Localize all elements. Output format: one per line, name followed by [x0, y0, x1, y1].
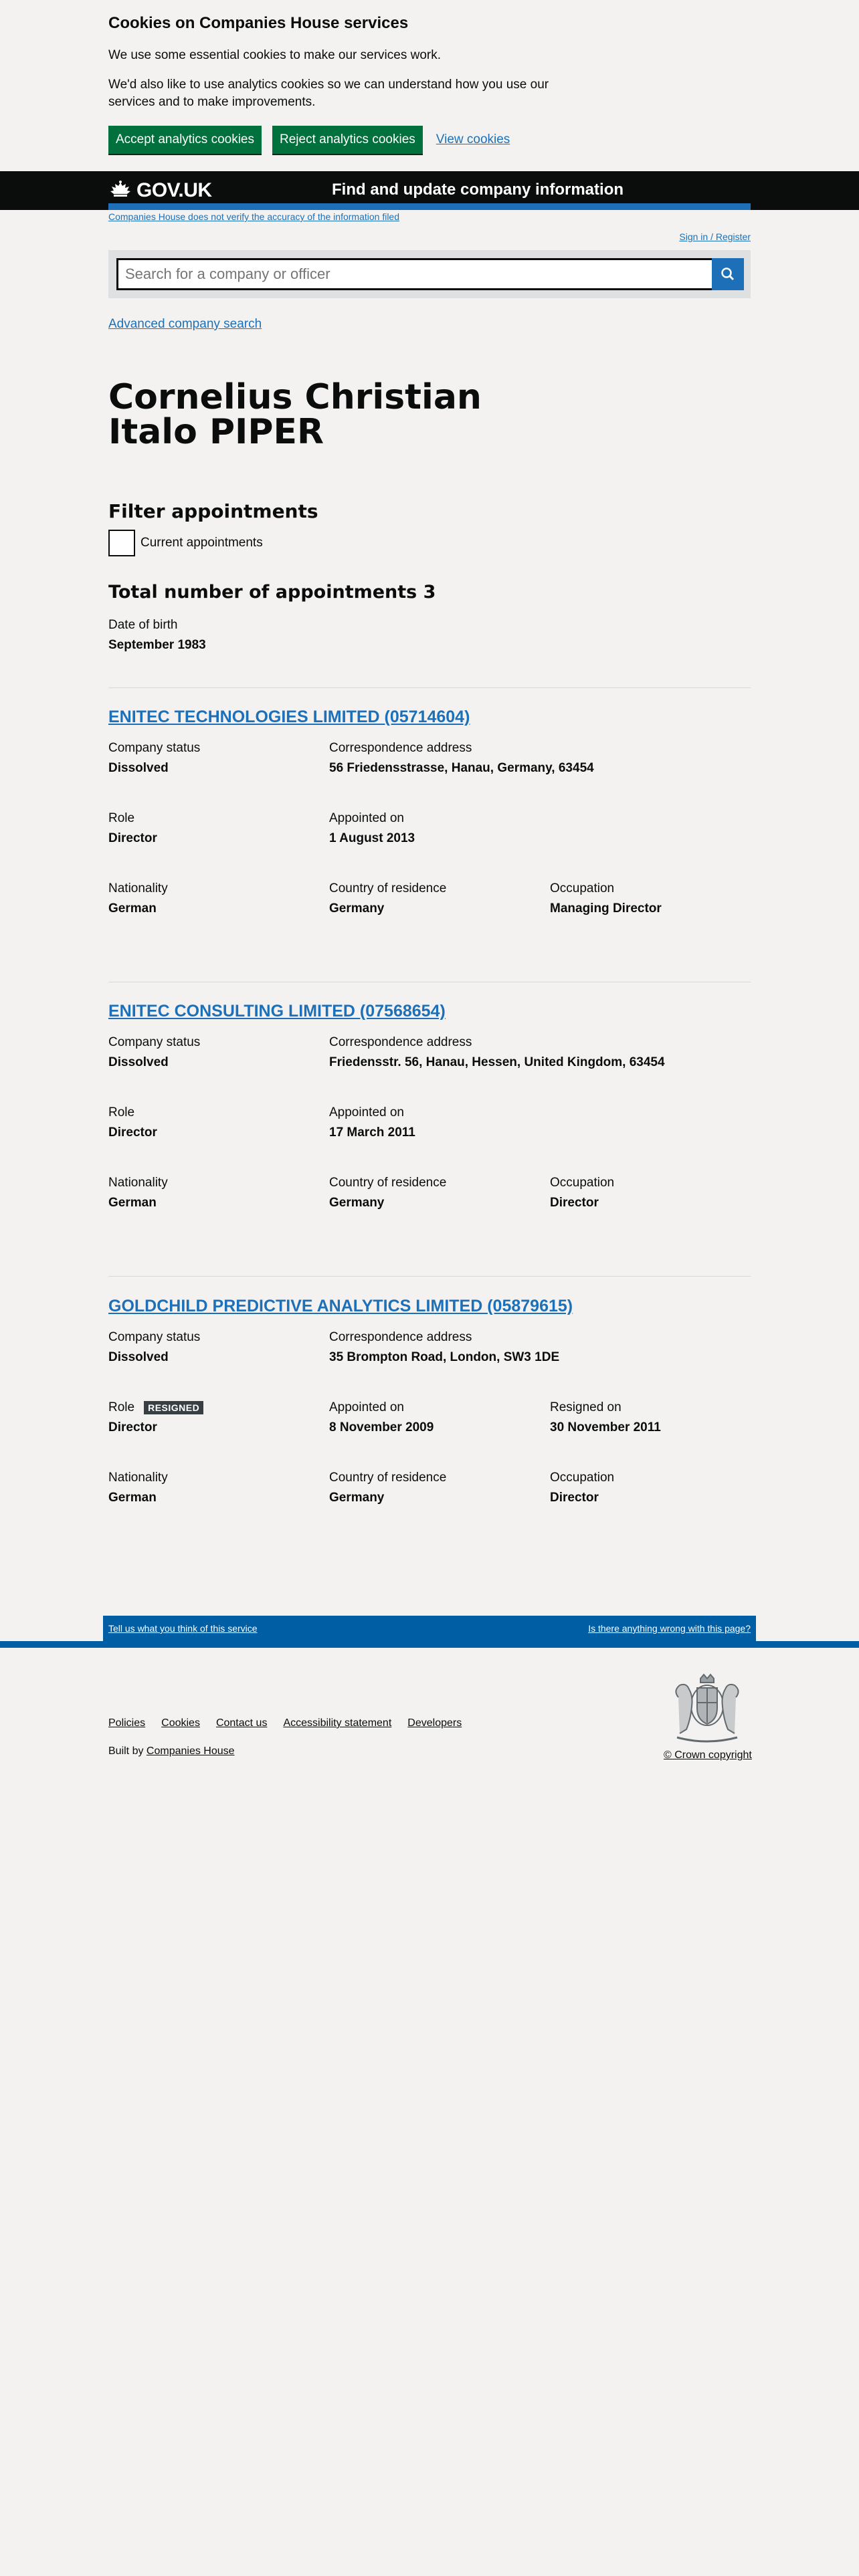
nationality [108, 1176, 168, 1210]
footer-link-accessibility[interactable]: Accessibility statement [283, 1717, 392, 1729]
role-value: Director [108, 1420, 157, 1434]
nationality-value: German [108, 1491, 157, 1505]
crown-copyright-link[interactable]: © Crown copyright [664, 1749, 752, 1761]
country-value: Germany [329, 1196, 385, 1210]
footer-link-cookies[interactable]: Cookies [161, 1717, 200, 1729]
service-name[interactable]: Find and update company information [332, 181, 624, 199]
company-status [108, 741, 200, 776]
occupation [550, 1176, 614, 1210]
country-label: Country of residence [329, 1176, 447, 1190]
appointed-on-label: Appointed on [329, 1400, 404, 1414]
role-label: Role [108, 1400, 135, 1414]
role-value: Director [108, 831, 157, 845]
current-appointments-checkbox[interactable] [108, 530, 135, 556]
resigned-on [550, 1400, 661, 1435]
total-appointments: Total number of appointments 3 [108, 582, 436, 603]
appointment-card [108, 1297, 751, 1517]
resigned-badge: RESIGNED [144, 1401, 203, 1414]
nationality-label: Nationality [108, 1176, 168, 1190]
dob-label: Date of birth [108, 618, 178, 632]
appointed-on [329, 1400, 434, 1435]
address-label: Correspondence address [329, 1330, 472, 1344]
advanced-search-link[interactable]: Advanced company search [108, 317, 262, 331]
company-status-value: Dissolved [108, 1350, 169, 1364]
appointment-card [108, 708, 751, 928]
built-by [108, 1745, 235, 1757]
nationality-value: German [108, 1196, 157, 1210]
occupation-value: Director [550, 1491, 599, 1505]
report-problem-link[interactable]: Is there anything wrong with this page? [588, 1623, 751, 1634]
role [108, 1400, 203, 1435]
dob-value: September 1983 [108, 638, 206, 652]
cookie-banner-title: Cookies on Companies House services [108, 14, 409, 32]
crown-copyright [664, 1749, 752, 1761]
built-by-text: Built by [108, 1745, 147, 1757]
occupation-label: Occupation [550, 1176, 615, 1190]
search-icon [721, 267, 735, 282]
nationality-value: German [108, 901, 157, 916]
role [108, 811, 157, 846]
view-cookies-link[interactable]: View cookies [436, 132, 510, 146]
company-status-label: Company status [108, 1330, 201, 1344]
role-label: Role [108, 1105, 135, 1119]
feedback-banner [103, 1616, 756, 1641]
filter-heading: Filter appointments [108, 500, 318, 522]
footer-link-contact[interactable]: Contact us [215, 1717, 268, 1729]
govuk-logo[interactable]: GOV.UK [136, 179, 212, 201]
company-status-label: Company status [108, 1035, 201, 1049]
company-status-value: Dissolved [108, 1055, 169, 1069]
company-status-label: Company status [108, 741, 201, 755]
footer-link-policies[interactable]: Policies [108, 1717, 146, 1729]
appointed-on [329, 811, 415, 846]
cookie-analytics-text: We'd also like to use analytics cookies so we can understand how you use our services and to make improvements. [108, 78, 549, 109]
occupation-value: Director [550, 1196, 599, 1210]
footer [0, 1648, 859, 2576]
company-link[interactable]: ENITEC CONSULTING LIMITED (07568654) [108, 1002, 446, 1021]
country-of-residence [329, 1176, 446, 1210]
appointed-on-label: Appointed on [329, 1105, 404, 1119]
country-label: Country of residence [329, 881, 447, 895]
appointed-on-value: 1 August 2013 [329, 831, 415, 845]
address-label: Correspondence address [329, 741, 472, 755]
country-label: Country of residence [329, 1471, 447, 1485]
company-status-value: Dissolved [108, 761, 169, 775]
appointed-on-value: 17 March 2011 [329, 1125, 415, 1140]
companies-house-link[interactable]: Companies House [146, 1745, 235, 1757]
occupation [550, 881, 662, 916]
role-value: Director [108, 1125, 157, 1140]
occupation-label: Occupation [550, 881, 615, 895]
appointed-on [329, 1105, 415, 1140]
disclaimer-link[interactable]: Companies House does not verify the accuracy of the information filed [108, 211, 400, 222]
nationality-label: Nationality [108, 881, 168, 895]
divider [108, 687, 751, 688]
address-value: 56 Friedensstrasse, Hanau, Germany, 63454 [329, 761, 594, 775]
cookie-banner [0, 0, 859, 171]
resigned-on-value: 30 November 2011 [550, 1420, 661, 1434]
address-value: 35 Brompton Road, London, SW3 1DE [329, 1350, 560, 1364]
appointment-card [108, 1002, 751, 1222]
accept-cookies-button[interactable]: Accept analytics cookies [108, 126, 262, 154]
appointed-on-label: Appointed on [329, 811, 404, 825]
company-link[interactable]: GOLDCHILD PREDICTIVE ANALYTICS LIMITED (05879615) [108, 1297, 573, 1315]
country-value: Germany [329, 901, 385, 916]
search-input[interactable] [116, 258, 714, 290]
page-title: Cornelius Christian Italo PIPER [108, 377, 482, 452]
country-value: Germany [329, 1491, 385, 1505]
occupation-value: Managing Director [550, 901, 662, 916]
nationality [108, 1471, 168, 1505]
company-link[interactable]: ENITEC TECHNOLOGIES LIMITED (05714604) [108, 708, 470, 726]
correspondence-address [329, 741, 594, 776]
country-of-residence [329, 1471, 446, 1505]
resigned-on-label: Resigned on [550, 1400, 622, 1414]
royal-coat-of-arms-icon [664, 1673, 751, 1745]
current-appointments-filter[interactable] [108, 530, 263, 556]
address-label: Correspondence address [329, 1035, 472, 1049]
cookie-essential-text: We use some essential cookies to make our services work. [108, 48, 442, 62]
footer-border [0, 1641, 859, 1648]
current-appointments-label[interactable]: Current appointments [140, 536, 263, 550]
address-value: Friedensstr. 56, Hanau, Hessen, United Kingdom, 63454 [329, 1055, 665, 1069]
correspondence-address [329, 1035, 665, 1070]
divider [108, 1276, 751, 1277]
search-button[interactable] [712, 258, 744, 290]
search-form [108, 250, 751, 298]
footer-links [108, 1717, 462, 1729]
reject-cookies-button[interactable]: Reject analytics cookies [272, 126, 423, 154]
company-status [108, 1330, 200, 1365]
sign-in-link[interactable]: Sign in / Register [679, 231, 751, 242]
feedback-link[interactable]: Tell us what you think of this service [108, 1623, 258, 1634]
nationality-label: Nationality [108, 1471, 168, 1485]
country-of-residence [329, 881, 446, 916]
correspondence-address [329, 1330, 559, 1365]
appointed-on-value: 8 November 2009 [329, 1420, 434, 1434]
role [108, 1105, 157, 1140]
occupation-label: Occupation [550, 1471, 615, 1485]
footer-link-developers[interactable]: Developers [407, 1717, 462, 1729]
crown-icon[interactable] [108, 180, 132, 201]
role-label: Role [108, 811, 135, 825]
nationality [108, 881, 168, 916]
header-blue-bar [108, 203, 751, 210]
occupation [550, 1471, 614, 1505]
company-status [108, 1035, 200, 1070]
